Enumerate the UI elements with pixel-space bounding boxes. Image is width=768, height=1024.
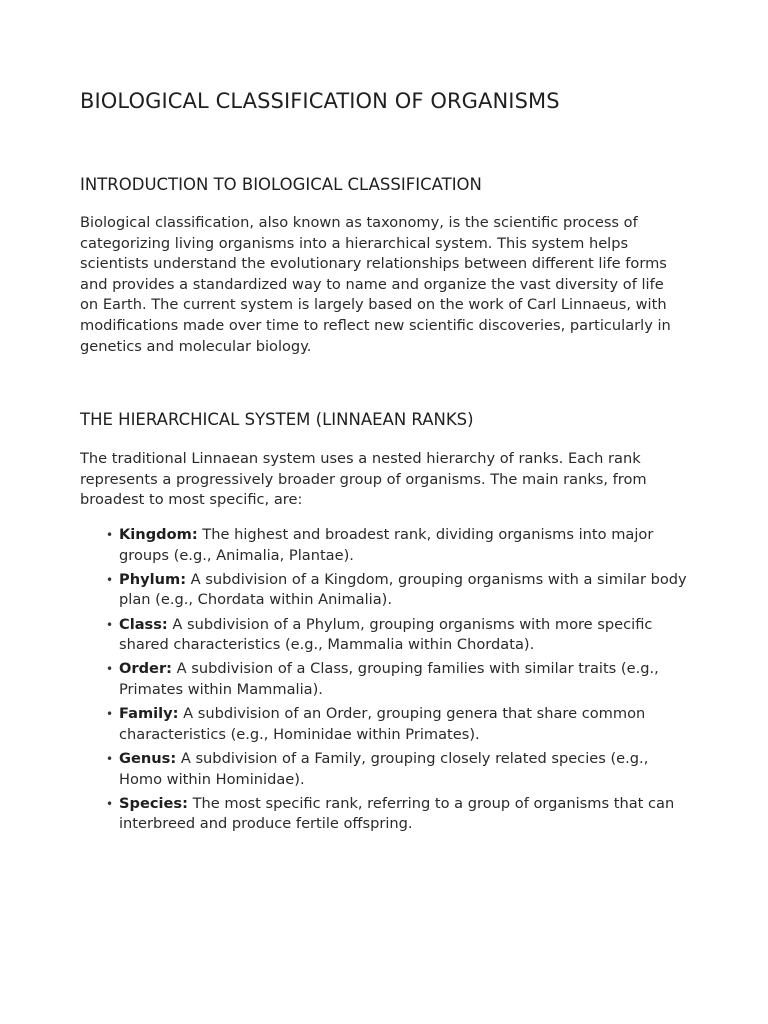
rank-description: A subdivision of an Order, grouping genera that share common characteristics (e.g., Hominidae within Primates).: [119, 705, 646, 743]
bullet: •: [106, 796, 114, 811]
list-item-class: [106, 615, 696, 656]
rank-list: [106, 525, 696, 838]
rank-description: A subdivision of a Family, grouping closely related species (e.g., Homo within Hominidae).: [119, 749, 649, 788]
rank-term: Genus:: [119, 749, 177, 767]
list-item-kingdom: [106, 525, 696, 566]
bullet: •: [106, 528, 114, 542]
rank-description: A subdivision of a Class, grouping families with similar traits (e.g., Primates within Mammalia).: [119, 660, 659, 698]
bullet: •: [106, 707, 114, 722]
rank-term: Phylum:: [119, 570, 187, 588]
bullet: •: [106, 617, 114, 632]
section-heading-hierarchical-system: THE HIERARCHICAL SYSTEM (LINNAEAN RANKS): [80, 410, 474, 429]
rank-term: Kingdom:: [119, 526, 198, 543]
rank-term: Species:: [119, 794, 188, 812]
rank-term: Order:: [119, 660, 172, 678]
list-item-genus: [106, 749, 696, 790]
rank-term: Class:: [119, 615, 168, 633]
list-item-family: [106, 704, 696, 745]
section-paragraph-hierarchical-system: The traditional Linnaean system uses a nested hierarchy of ranks. Each rank represents a progressively broader group of organisms. The main ranks, from broadest to most specific, are:: [80, 450, 647, 509]
document-title: BIOLOGICAL CLASSIFICATION OF ORGANISMS: [80, 89, 560, 113]
rank-description: The most specific rank, referring to a group of organisms that can interbreed and produce fertile offspring.: [119, 794, 675, 833]
rank-description: A subdivision of a Phylum, grouping organisms with more specific shared characteristics (e.g., Mammalia within Chordata).: [119, 615, 653, 654]
list-item-phylum: [106, 570, 696, 611]
bullet: •: [106, 751, 114, 766]
rank-term: Family:: [119, 705, 179, 723]
rank-description: A subdivision of a Kingdom, grouping organisms with a similar body plan (e.g., Chordata within Animalia).: [119, 570, 687, 609]
list-item-species: [106, 794, 696, 835]
bullet: •: [106, 572, 114, 587]
list-item-order: [106, 659, 696, 700]
rank-description: The highest and broadest rank, dividing organisms into major groups (e.g., Animalia, Plantae).: [119, 526, 654, 564]
section-paragraph-introduction: Biological classification, also known as taxonomy, is the scientific process of categorizing living organisms into a hierarchical system. This system helps scientists understand the evolutionary relationships between different life forms and provides a standardized way to name and organize the vast diversity of life on Earth. The current system is largely based on the work of Carl Linnaeus, with modifications made over time to reflect new scientific discoveries, particularly in genetics and molecular biology.: [80, 214, 671, 355]
bullet: •: [106, 662, 114, 677]
section-heading-introduction: INTRODUCTION TO BIOLOGICAL CLASSIFICATION: [80, 175, 482, 194]
